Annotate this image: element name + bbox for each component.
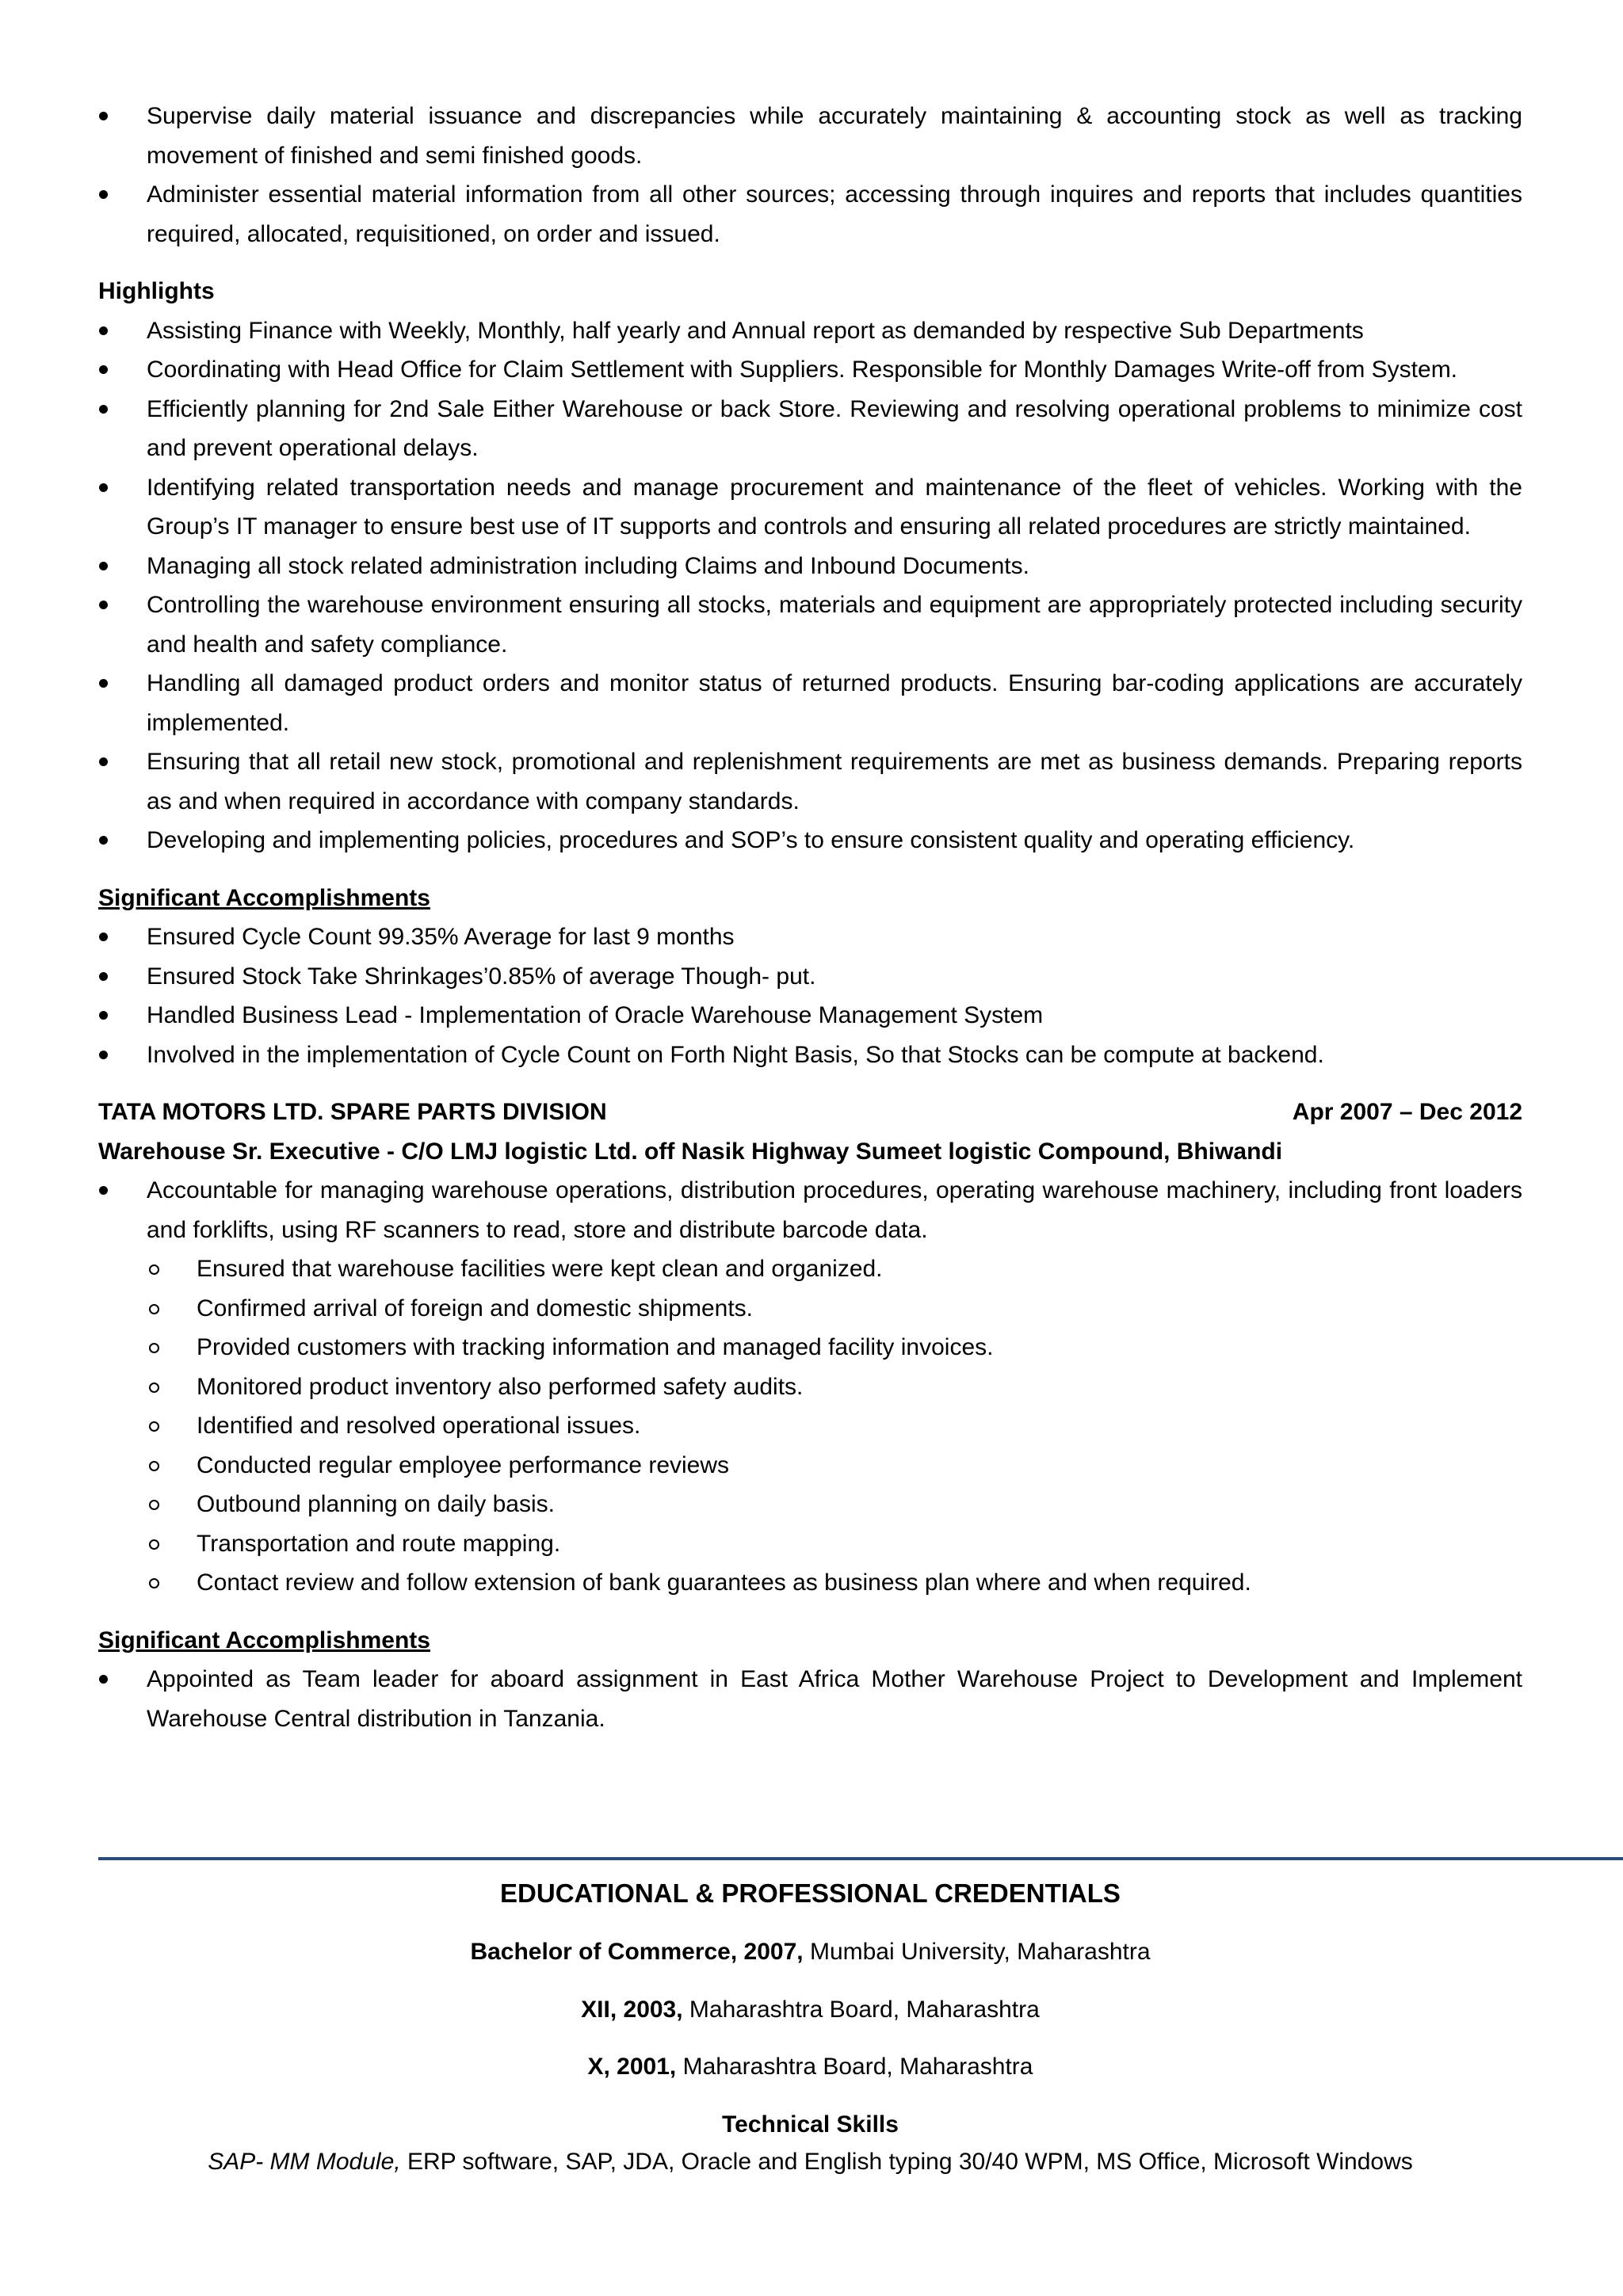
- list-item: Administer essential material information from all other sources; accessing through inquires and reports that includes quantities required, allocated, requisitioned, on order and issued.: [147, 181, 1522, 247]
- education-degree: Bachelor of Commerce, 2007,: [470, 1939, 804, 1965]
- list-item: Identifying related transportation needs and manage procurement and maintenance of the fleet of vehicles. Working with the Group’s IT manager to ensure best use of IT supports and controls and ensuring all related procedures are strictly maintained.: [147, 474, 1522, 540]
- list-item: Assisting Finance with Weekly, Monthly, half yearly and Annual report as demanded by respective Sub Departments: [147, 317, 1364, 344]
- technical-skills-heading: Technical Skills: [722, 2111, 899, 2138]
- education-institution: Maharashtra Board, Maharashtra: [682, 1997, 1040, 2023]
- resume-body: [98, 97, 1522, 1738]
- education-institution: Maharashtra Board, Maharashtra: [676, 2054, 1033, 2080]
- list-item: Controlling the warehouse environment ensuring all stocks, materials and equipment are appropriately protected including security and health and safety compliance.: [147, 592, 1522, 658]
- accomplishments-list: [98, 1660, 1522, 1738]
- list-item: Accountable for managing warehouse operations, distribution procedures, operating warehouse machinery, including front loaders and forklifts, using RF scanners to read, store and distribute barcode data.: [147, 1177, 1522, 1243]
- education-entry: [98, 1990, 1522, 2030]
- job-dates: Apr 2007 – Dec 2012: [1292, 1099, 1522, 1125]
- skills-rest: ERP software, SAP, JDA, Oracle and English typing 30/40 WPM, MS Office, Microsoft Windows: [400, 2149, 1413, 2175]
- list-item: Managing all stock related administration including Claims and Inbound Documents.: [147, 552, 1029, 579]
- accomplishments-heading: Significant Accomplishments: [98, 884, 430, 911]
- education-degree: XII, 2003,: [581, 1997, 683, 2023]
- list-item: Identified and resolved operational issues.: [197, 1413, 641, 1439]
- list-item: Ensured Stock Take Shrinkages’0.85% of average Though- put.: [147, 963, 816, 990]
- list-item: Contact review and follow extension of bank guarantees as business plan where and when required.: [197, 1569, 1251, 1596]
- list-item: Ensured Cycle Count 99.35% Average for last 9 months: [147, 924, 735, 950]
- technical-skills-text: [98, 2142, 1522, 2182]
- list-item: Handling all damaged product orders and monitor status of returned products. Ensuring bar-coding applications are accurately implemented.: [147, 670, 1522, 736]
- job-header: [98, 1093, 1522, 1132]
- job-bullet-list: [98, 1171, 1522, 1249]
- intro-bullet-list: [98, 97, 1522, 254]
- list-item: Transportation and route mapping.: [197, 1530, 561, 1557]
- list-item: Involved in the implementation of Cycle Count on Forth Night Basis, So that Stocks can be compute at backend.: [147, 1041, 1324, 1068]
- list-item: Developing and implementing policies, procedures and SOP’s to ensure consistent quality and operating efficiency.: [147, 827, 1355, 853]
- highlights-list: [98, 311, 1522, 860]
- education-degree: X, 2001,: [587, 2054, 677, 2080]
- list-item: Appointed as Team leader for aboard assignment in East Africa Mother Warehouse Project to Development and Implement Warehouse Central distribution in Tanzania.: [147, 1666, 1522, 1732]
- education-institution: Mumbai University, Maharashtra: [803, 1939, 1151, 1965]
- job-role: Warehouse Sr. Executive - C/O LMJ logistic Ltd. off Nasik Highway Sumeet logistic Compound, Bhiwandi: [98, 1138, 1283, 1165]
- list-item: Confirmed arrival of foreign and domestic shipments.: [197, 1295, 753, 1322]
- education-entry: [98, 2047, 1522, 2087]
- highlights-heading: Highlights: [98, 278, 215, 304]
- list-item: Outbound planning on daily basis.: [197, 1491, 555, 1517]
- section-divider: [98, 1857, 1623, 1860]
- list-item: Coordinating with Head Office for Claim Settlement with Suppliers. Responsible for Monthly Damages Write-off from System.: [147, 357, 1458, 383]
- accomplishments-list: [98, 917, 1522, 1074]
- list-item: Handled Business Lead - Implementation of Oracle Warehouse Management System: [147, 1002, 1044, 1028]
- list-item: Ensured that warehouse facilities were kept clean and organized.: [197, 1256, 883, 1282]
- education-title: EDUCATIONAL & PROFESSIONAL CREDENTIALS: [500, 1878, 1121, 1908]
- list-item: Provided customers with tracking information and managed facility invoices.: [197, 1334, 994, 1360]
- job-sub-bullet-list: [98, 1249, 1522, 1603]
- education-entry: [98, 1932, 1522, 1972]
- list-item: Monitored product inventory also performed safety audits.: [197, 1373, 804, 1400]
- list-item: Supervise daily material issuance and discrepancies while accurately maintaining & accounting stock as well as tracking movement of finished and semi finished goods.: [147, 103, 1522, 169]
- accomplishments-heading: Significant Accomplishments: [98, 1627, 430, 1653]
- company-name: TATA MOTORS LTD. SPARE PARTS DIVISION: [98, 1099, 607, 1125]
- list-item: Efficiently planning for 2nd Sale Either Warehouse or back Store. Reviewing and resolving operational problems to minimize cost and prevent operational delays.: [147, 395, 1522, 461]
- skills-italic: SAP- MM Module,: [208, 2149, 401, 2175]
- list-item: Ensuring that all retail new stock, promotional and replenishment requirements are met as business demands. Preparing reports as and when required in accordance with company standards.: [147, 749, 1522, 814]
- list-item: Conducted regular employee performance reviews: [197, 1451, 730, 1478]
